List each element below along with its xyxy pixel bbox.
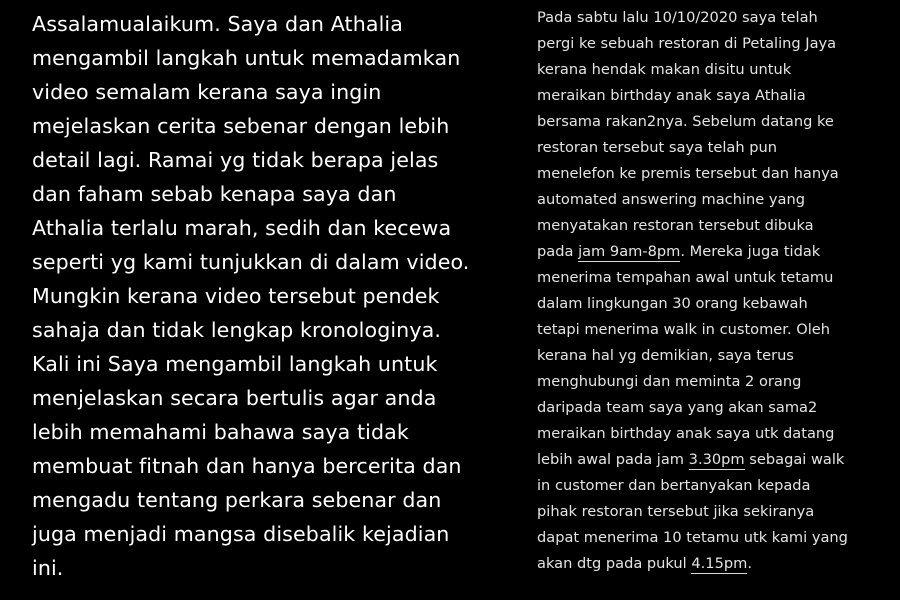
- right-line: kerana hal yg demikian, saya terus: [537, 347, 794, 364]
- right-line: automated answering machine yang: [537, 191, 805, 208]
- left-line: lebih memahami bahawa saya tidak: [32, 420, 409, 444]
- left-line: detail lagi. Ramai yg tidak berapa jelas: [32, 148, 439, 172]
- right-line: [537, 557, 752, 572]
- right-line: menelefon ke premis tersebut dan hanya: [537, 165, 839, 182]
- line-text: .: [747, 555, 752, 572]
- right-line: menyatakan restoran tersebut dibuka: [537, 217, 814, 234]
- right-line: Pada sabtu lalu 10/10/2020 saya telah: [537, 9, 818, 26]
- line-text: . Mereka juga tidak: [680, 243, 821, 260]
- left-line: seperti yg kami tunjukkan di dalam video.: [32, 250, 470, 274]
- right-line: meraikan birthday anak saya utk datang: [537, 425, 835, 442]
- left-line: sahaja dan tidak lengkap kronologinya.: [32, 318, 441, 342]
- underlined-time: 3.30pm: [688, 451, 745, 468]
- left-line: Athalia terlalu marah, sedih dan kecewa: [32, 216, 452, 240]
- left-line: video semalam kerana saya ingin: [32, 80, 382, 104]
- left-line: juga menjadi mangsa disebalik kejadian: [32, 522, 450, 546]
- right-line: menerima tempahan awal untuk tetamu: [537, 269, 834, 286]
- left-line: Kali ini Saya mengambil langkah untuk: [32, 352, 438, 376]
- left-line: mengadu tentang perkara sebenar dan: [32, 488, 442, 512]
- right-line: [537, 245, 820, 260]
- right-line: dapat menerima 10 tetamu utk kami yang: [537, 529, 848, 546]
- right-line: daripada team saya yang akan sama2: [537, 399, 818, 416]
- right-line: bersama rakan2nya. Sebelum datang ke: [537, 113, 834, 130]
- right-line: [537, 453, 844, 468]
- right-text-panel: [522, 0, 900, 600]
- right-line: kerana hendak makan disitu untuk: [537, 61, 792, 78]
- right-line: menghubungi dan meminta 2 orang: [537, 373, 802, 390]
- underlined-time: 4.15pm: [691, 555, 748, 572]
- left-line: membuat fitnah dan hanya bercerita dan: [32, 454, 462, 478]
- left-line: ini.: [32, 556, 64, 580]
- left-line: menjelaskan secara bertulis agar anda: [32, 386, 437, 410]
- right-line: in customer dan bertanyakan kepada: [537, 477, 811, 494]
- left-line: mengambil langkah untuk memadamkan: [32, 46, 461, 70]
- right-line: meraikan birthday anak saya Athalia: [537, 87, 806, 104]
- left-line: Assalamualaikum. Saya dan Athalia: [32, 12, 403, 36]
- right-line: tetapi menerima walk in customer. Oleh: [537, 321, 830, 338]
- line-text: akan dtg pada pukul: [537, 555, 692, 572]
- left-line: mejelaskan cerita sebenar dengan lebih: [32, 114, 450, 138]
- right-line: dalam lingkungan 30 orang kebawah: [537, 295, 808, 312]
- underlined-time: jam 9am-8pm: [578, 243, 681, 260]
- line-text: lebih awal pada jam: [537, 451, 689, 468]
- left-line: dan faham sebab kenapa saya dan: [32, 182, 397, 206]
- line-text: pada: [537, 243, 579, 260]
- right-line: pihak restoran tersebut jika sekiranya: [537, 503, 815, 520]
- line-text: sebagai walk: [744, 451, 845, 468]
- left-line: Mungkin kerana video tersebut pendek: [32, 284, 440, 308]
- right-line: pergi ke sebuah restoran di Petaling Jaya: [537, 35, 837, 52]
- right-line: restoran tersebut saya telah pun: [537, 139, 778, 156]
